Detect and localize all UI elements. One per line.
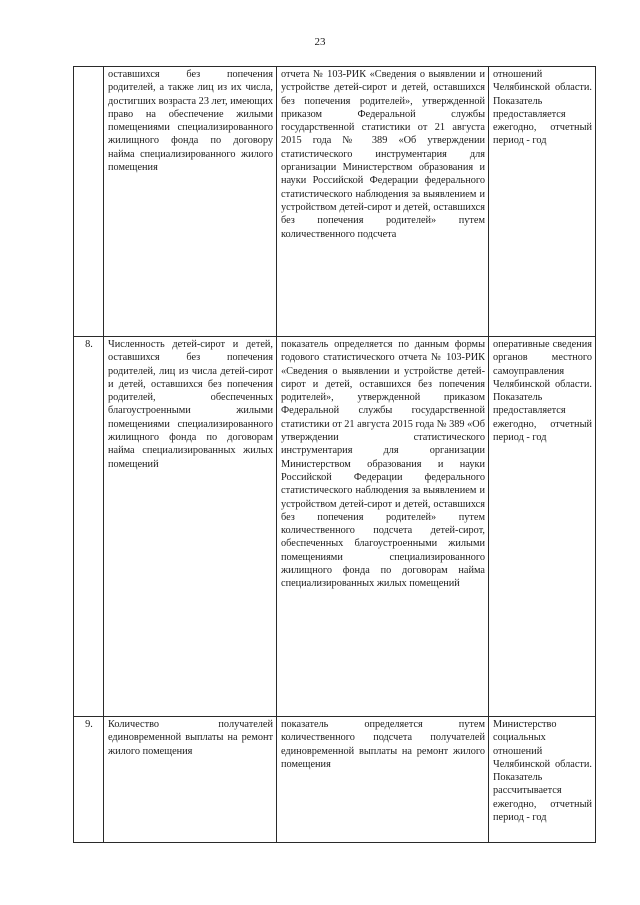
table-row (74, 717, 596, 843)
indicator-name-cell: оставшихся без попечения родителей, а также лиц из их числа, достигших возраста 23 лет, имеющих право на обеспечение жилыми помещениями специализированного жилищного фонда по договору найма специализированного жилого помещения (104, 67, 277, 337)
data-source-cell: оперативные сведения органов местного самоуправления Челябинской области. Показатель предоставляется ежегодно, отчетный период - год (489, 337, 596, 717)
indicators-table (73, 66, 596, 843)
calculation-method-cell: показатель определяется путем количественного подсчета получателей единовременной выплаты на ремонт жилого помещения (277, 717, 489, 843)
data-source-cell: Министерство социальных отношений Челябинской области. Показатель рассчитывается ежегодно, отчетный период - год (489, 717, 596, 843)
row-number-cell (74, 67, 104, 337)
calculation-method-cell: отчета № 103-РИК «Сведения о выявлении и устройстве детей-сирот и детей, оставшихся без попечения родителей», утвержденной приказом Федеральной службы государственной статистики от 21 августа 2015 года № 389 «Об утверждении статистического инструментария для организации Министерством образования и науки Российской Федерации федерального статистического наблюдения за выявлением и устройством детей-сирот и детей, оставшихся без попечения родителей» путем количественного подсчета (277, 67, 489, 337)
row-number-cell: 8. (74, 337, 104, 717)
indicator-name-cell: Численность детей-сирот и детей, оставшихся без попечения родителей, лиц из числа детей-сирот и детей, оставшихся без попечения родителей, обеспеченных благоустроенными жилыми помещениями специализированного жилищного фонда по договорам найма специализированных жилых помещений (104, 337, 277, 717)
calculation-method-cell: показатель определяется по данным формы годового статистического отчета № 103-РИК «Сведения о выявлении и устройстве детей-сирот и детей, оставшихся без попечения родителей», утвержденной приказом Федеральной службы государственной статистики от 21 августа 2015 года № 389 «Об утверждении статистического инструментария для организации Министерством образования и науки Российской Федерации федерального статистического наблюдения за выявлением и устройством детей-сирот и детей, оставшихся без попечения родителей» путем количественного подсчета детей-сирот, обеспеченных благоустроенными жилыми помещениями специализированного жилищного фонда по договорам найма специализированных жилых помещений (277, 337, 489, 717)
page-number: 23 (314, 36, 326, 48)
indicator-name-cell: Количество получателей единовременной выплаты на ремонт жилого помещения (104, 717, 277, 843)
table-row (74, 67, 596, 337)
row-number-cell: 9. (74, 717, 104, 843)
data-source-cell: отношений Челябинской области. Показатель предоставляется ежегодно, отчетный период - год (489, 67, 596, 337)
table-row (74, 337, 596, 717)
